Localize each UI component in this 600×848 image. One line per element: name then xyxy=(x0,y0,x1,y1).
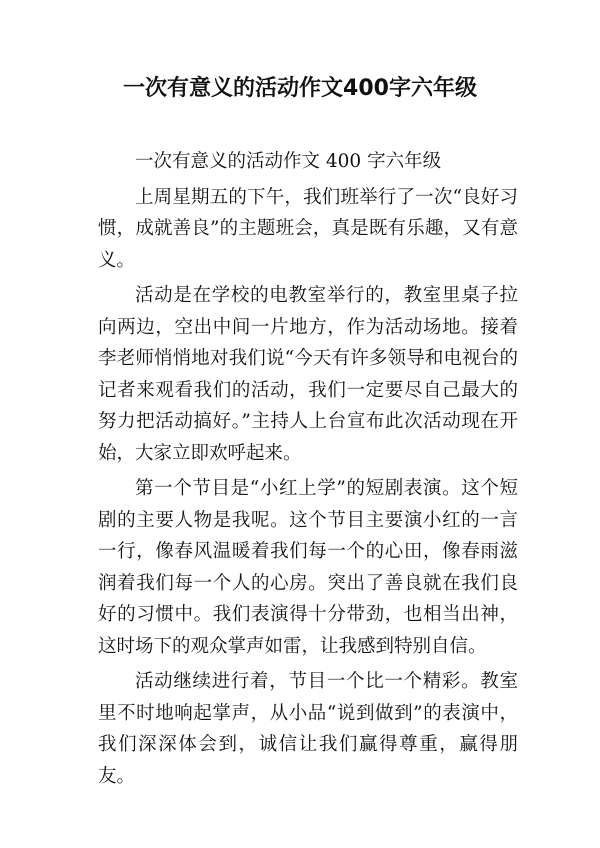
paragraph-continuation: 活动继续进行着，节目一个比一个精彩。教室里不时地响起掌声，从小品“说到做到”的表演中，我们深深体会到，诚信让我们赢得尊重，赢得朋友。 xyxy=(98,671,518,787)
paragraph-subtitle: 一次有意义的活动作文 400 字六年级 xyxy=(135,151,442,172)
paragraph-first-act: 第一个节目是“小红上学”的短剧表演。这个短剧的主要人物是我呢。这个节目主要演小红的一言一行，像春风温暖着我们每一个的心田，像春雨滋润着我们每一个人的心房。突出了善良就在我们良好的习惯中。我们表演得十分带劲，也相当出神，这时场下的观众掌声如雷，让我感到特别自信。 xyxy=(98,478,518,657)
paragraph-venue: 活动是在学校的电教室举行的，教室里桌子拉向两边，空出中间一片地方，作为活动场地。接着李老师悄悄地对我们说“今天有许多领导和电视台的记者来观看我们的活动，我们一定要尽自己最大的努力把活动搞好。”主持人上台宣布此次活动现在开始，大家立即欢呼起来。 xyxy=(98,285,518,464)
document-body xyxy=(98,146,518,792)
document-title: 一次有意义的活动作文400字六年级 xyxy=(123,76,477,101)
paragraph-intro: 上周星期五的下午，我们班举行了一次“良好习惯，成就善良”的主题班会，真是既有乐趣，又有意义。 xyxy=(98,186,518,271)
